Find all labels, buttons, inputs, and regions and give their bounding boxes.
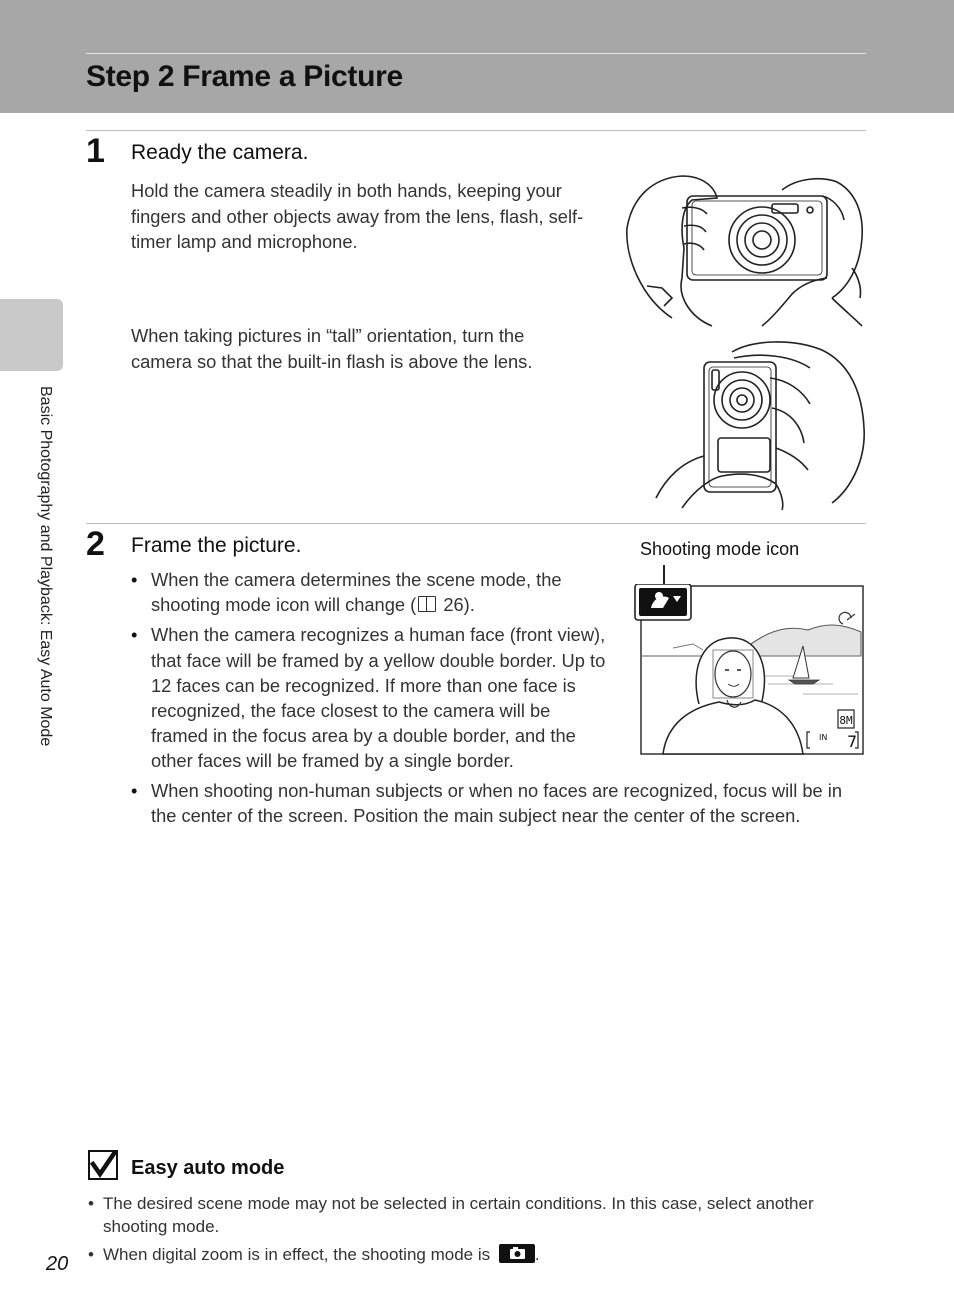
bullet-non-human-subjects: • When shooting non-human subjects or when no faces are recognized, focus will be in the center of the screen. Position the main subject near the center of the screen. (131, 778, 871, 828)
page-title: Step 2 Frame a Picture (86, 60, 403, 93)
image-size-indicator: 8M (839, 714, 853, 727)
chapter-tab (0, 299, 63, 371)
note-item-digital-zoom: • When digital zoom is in effect, the shooting mode is . (88, 1243, 858, 1266)
step-2-bullet-list (131, 567, 609, 779)
step-1-heading: Ready the camera. (131, 141, 309, 164)
checkmark-icon (88, 1150, 118, 1180)
camera-vertical-illustration (652, 338, 867, 510)
step-2-divider (86, 523, 866, 524)
callout-label: Shooting mode icon (640, 539, 800, 559)
camera-mode-icon (499, 1244, 535, 1263)
step-1-paragraph-hold: Hold the camera steadily in both hands, keeping your fingers and other objects away from the lens, flash, self-timer lamp and microphone. (131, 180, 584, 252)
step-1-divider (86, 130, 866, 131)
step-2-number: 2 (86, 525, 105, 563)
book-reference-icon (418, 596, 436, 612)
header-band (0, 0, 954, 113)
step-1-paragraph-tall: When taking pictures in “tall” orientation, turn the camera so that the built-in flash is above the lens. (131, 325, 533, 372)
bullet-face-detection: • When the camera recognizes a human face (front view), that face will be framed by a yellow double border. Up to 12 faces can be recognized. If more than one face is recognized, the face closest to the camera will be framed in the focus area by a double border, and the other faces will be framed by a single border. (131, 622, 609, 773)
internal-memory-indicator: IN (819, 733, 828, 742)
step-1-number: 1 (86, 132, 105, 170)
note-list (88, 1192, 858, 1271)
step-2-heading: Frame the picture. (131, 534, 302, 557)
camera-screen-illustration (633, 584, 865, 756)
camera-horizontal-illustration (622, 168, 867, 328)
header-rule (86, 53, 866, 54)
note-item-scene-mode: • The desired scene mode may not be selected in certain conditions. In this case, select another shooting mode. (88, 1192, 858, 1238)
chapter-label: Basic Photography and Playback: Easy Auto Mode (37, 386, 54, 747)
page-number: 20 (46, 1253, 69, 1275)
bullet-scene-mode: • When the camera determines the scene mode, the shooting mode icon will change ( 26). (131, 567, 609, 617)
remaining-exposures: 7 (847, 732, 858, 751)
callout-leader-line (663, 565, 665, 585)
note-title: Easy auto mode (131, 1157, 285, 1179)
step-2-bullet-list-wide (131, 778, 871, 833)
